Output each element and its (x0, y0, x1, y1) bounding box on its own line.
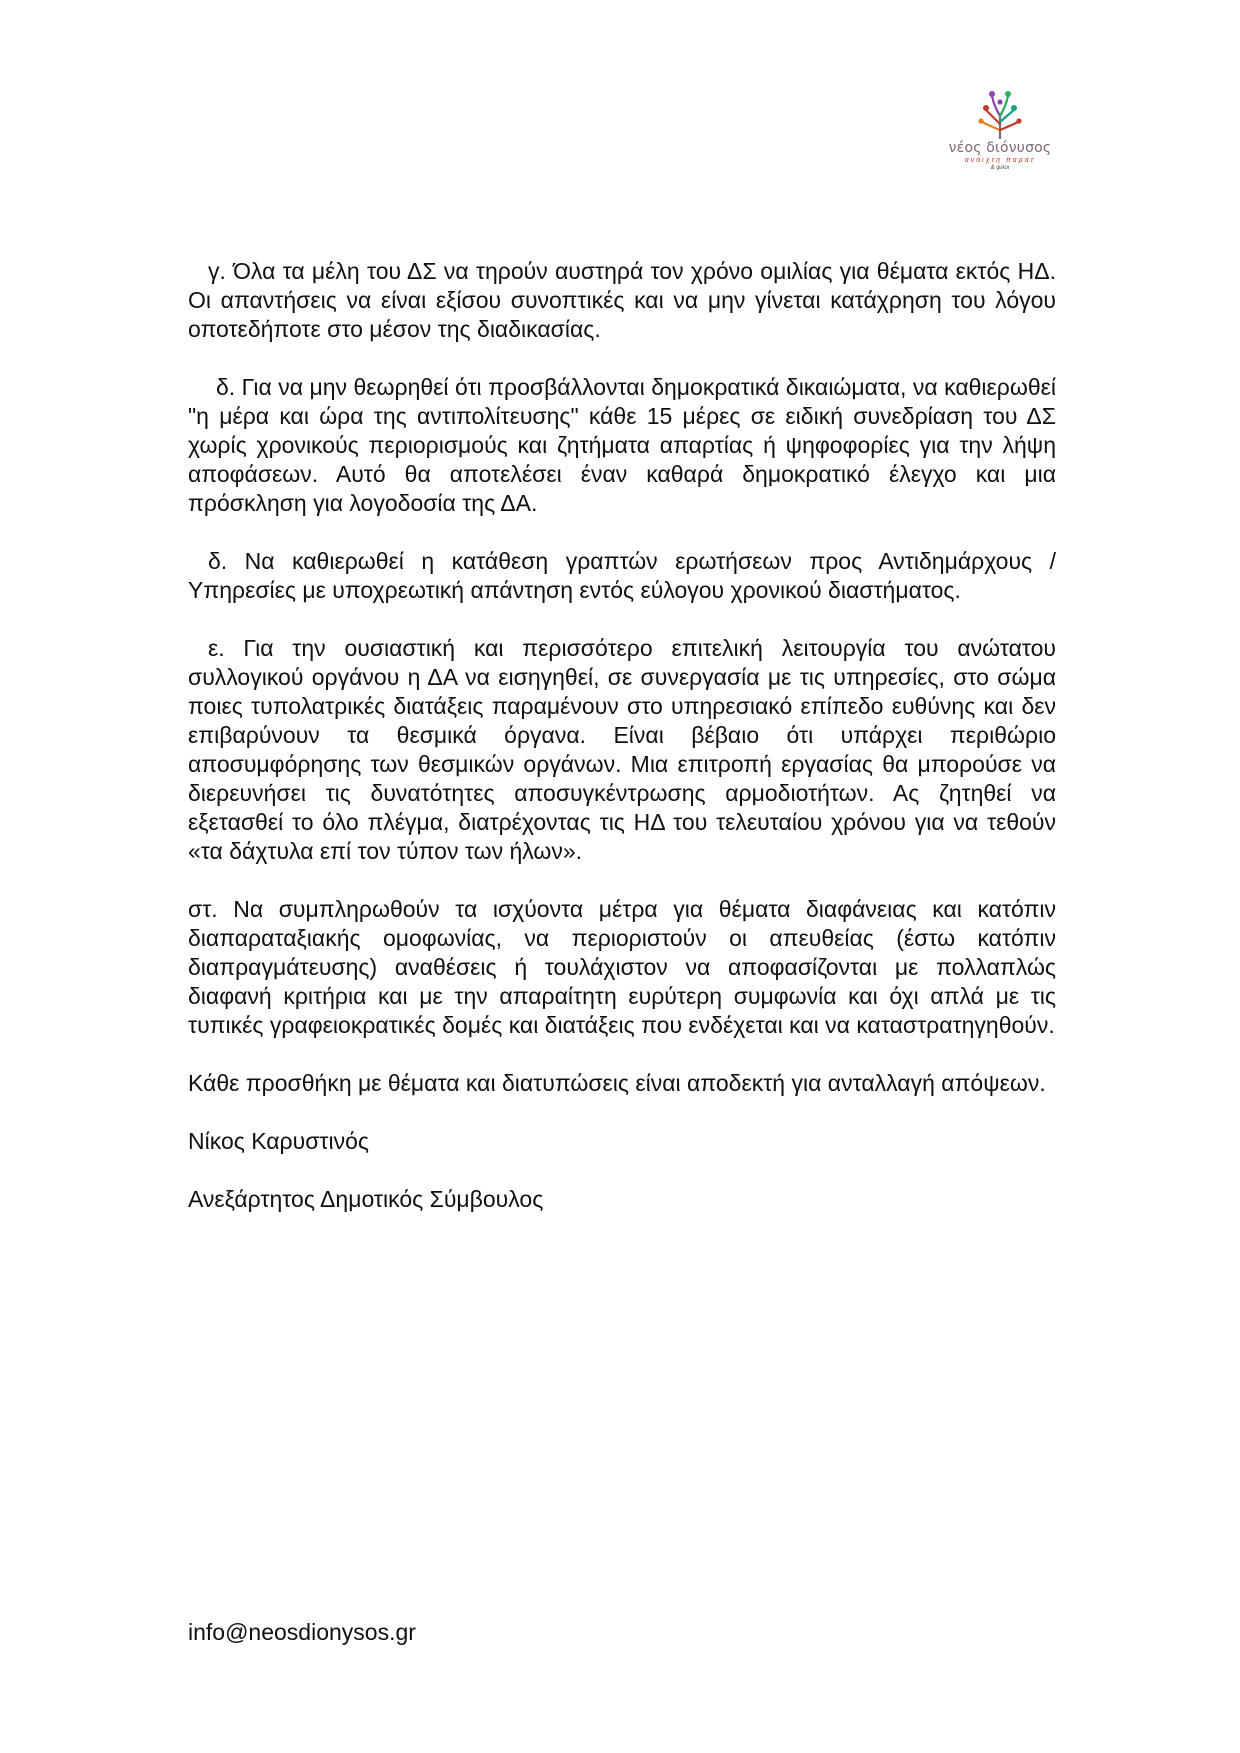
paragraph-gamma: γ. Όλα τα μέλη του ΔΣ να τηρούν αυστηρά τον χρόνο ομιλίας για θέματα εκτός ΗΔ. Οι απαντήσεις να είναι εξίσου συνοπτικές και να μην γίνεται κατάχρηση του λόγου οποτεδήποτε στο μέσον της διαδικασίας. (188, 258, 1056, 342)
signature-title: Ανεξάρτητος Δημοτικός Σύμβουλος (188, 1186, 544, 1212)
organization-logo (935, 88, 1065, 188)
document-body (188, 257, 1056, 1243)
logo-tagline: ανοιχτη παρατ (964, 157, 1036, 164)
tree-logo-icon (970, 88, 1030, 140)
paragraph-closing: Κάθε προσθήκη με θέματα και διατυπώσεις είναι αποδεκτή για ανταλλαγή απόψεων. (188, 1070, 1046, 1096)
paragraph-epsilon: ε. Για την ουσιαστική και περισσότερο επιτελική λειτουργία του ανώτατου συλλογικού οργάνου η ΔΑ να εισηγηθεί, σε συνεργασία με τις υπηρεσίες, στο σώμα ποιες τυπολατρικές διατάξεις παραμένουν στο υπηρεσιακό επίπεδο ευθύνης και δεν επιβαρύνουν τα θεσμικά όργανα. Είναι βέβαιο ότι υπάρχει περιθώριο αποσυμφόρησης των θεσμικών οργάνων. Μια επιτροπή εργασίας θα μπορούσε να διερευνήσει τις δυνατότητες αποσυγκέντρωσης αρμοδιοτήτων. Ας ζητηθεί να εξετασθεί το όλο πλέγμα, διατρέχοντας τις ΗΔ του τελευταίου χρόνου για να τεθούν «τα δάχτυλα επί τον τύπον των ήλων». (188, 635, 1056, 864)
logo-name: νέος διόνυσος (948, 140, 1052, 156)
logo-small-text: & φιλοι (990, 165, 1010, 171)
footer-email-link[interactable]: info@neosdionysos.gr (188, 1619, 416, 1645)
paragraph-delta-1: δ. Για να μην θεωρηθεί ότι προσβάλλονται δημοκρατικά δικαιώματα, να καθιερωθεί "η μέρα και ώρα της αντιπολίτευσης" κάθε 15 μέρες σε ειδική συνεδρίαση του ΔΣ χωρίς χρονικούς περιορισμούς και ζητήματα απαρτίας ή ψηφοφορίες για την λήψη αποφάσεων. Αυτό θα αποτελέσει έναν καθαρά δημοκρατικό έλεγχο και μια πρόσκληση για λογοδοσία της ΔΑ. (188, 374, 1056, 516)
signature-name: Νίκος Καρυστινός (188, 1128, 369, 1154)
paragraph-delta-2: δ. Να καθιερωθεί η κατάθεση γραπτών ερωτήσεων προς Αντιδημάρχους / Υπηρεσίες με υποχρεωτική απάντηση εντός εύλογου χρονικού διαστήματος. (188, 548, 1056, 603)
paragraph-st: στ. Να συμπληρωθούν τα ισχύοντα μέτρα για θέματα διαφάνειας και κατόπιν διαπαραταξιακής ομοφωνίας, να περιοριστούν οι απευθείας (έστω κατόπιν διαπραγμάτευσης) αναθέσεις ή τουλάχιστον να αποφασίζονται με πολλαπλώς διαφανή κριτήρια και με την απαραίτητη ευρύτερη συμφωνία και όχι απλά με τις τυπικές γραφειοκρατικές δομές και διατάξεις που ενδέχεται και να καταστρατηγηθούν. (188, 896, 1056, 1038)
